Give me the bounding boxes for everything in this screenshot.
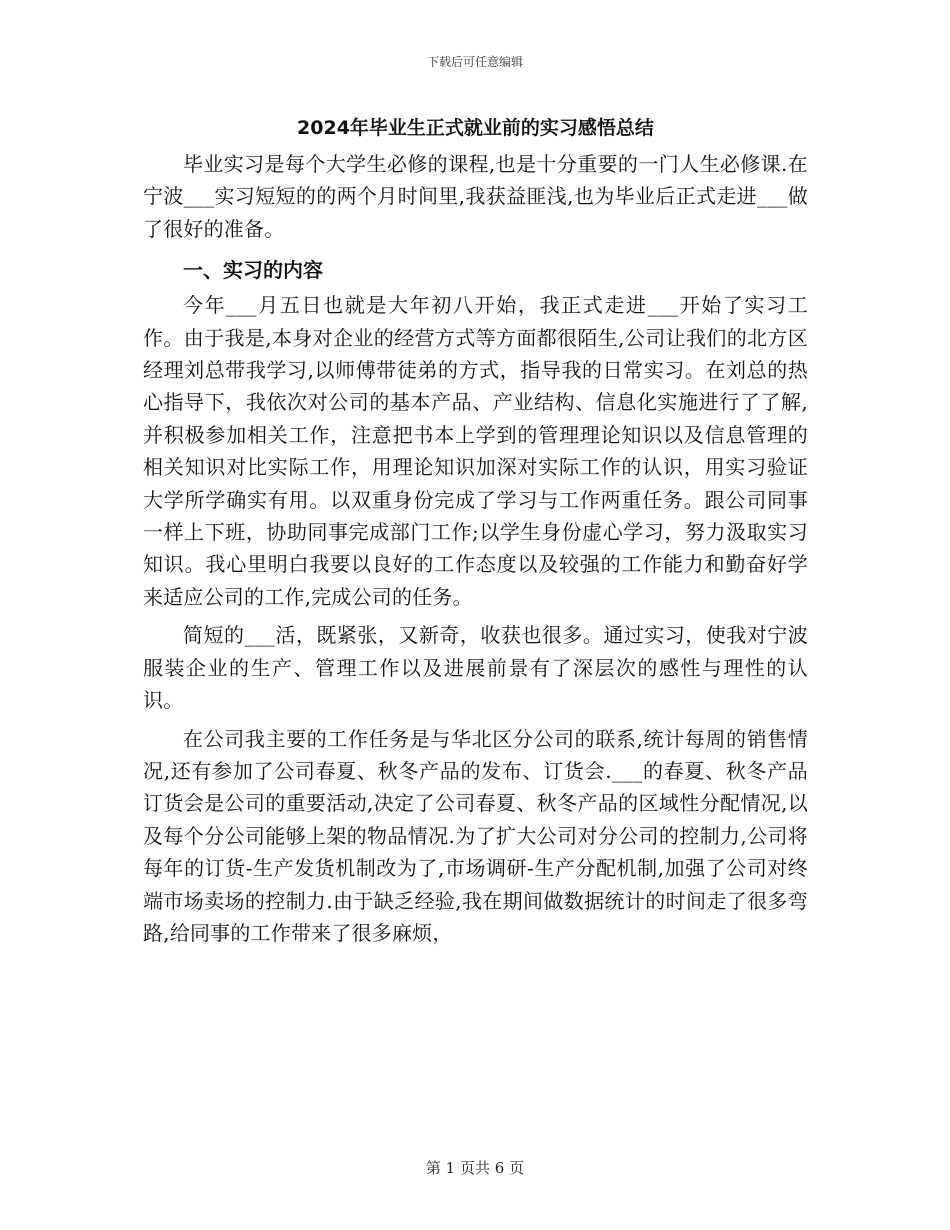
- document-title: 2024年毕业生正式就业前的实习感悟总结: [297, 117, 654, 139]
- body-paragraph: 简短的___活，既紧张，又新奇，收获也很多。通过实习，使我对宁波服装企业的生产、管理工作以及进展前景有了深层次的感性与理性的认识。: [143, 623, 808, 713]
- section-heading-internship-content: 一、实习的内容: [183, 258, 323, 283]
- document-body: [143, 112, 808, 949]
- intro-paragraph: 毕业实习是每个大学生必修的课程,也是十分重要的一门人生必修课.在宁波___实习短短的的两个月时间里,我获益匪浅,也为毕业后正式走进___做了很好的准备。: [143, 152, 808, 241]
- page-header-note: 下载后可任意编辑: [426, 55, 523, 69]
- body-paragraph: 在公司我主要的工作任务是与华北区分公司的联系,统计每周的销售情况,还有参加了公司春夏、秋冬产品的发布、订货会.___的春夏、秋冬产品订货会是公司的重要活动,决定了公司春夏、秋冬产品的区域性分配情况,以及每个分公司能够上架的物品情况.为了扩大公司对分公司的控制力,公司将每年的订货-生产发货机制改为了,市场调研-生产分配机制,加强了公司对终端市场卖场的控制力.由于缺乏经验,我在期间做数据统计的时间走了很多弯路,给同事的工作带来了很多麻烦，: [143, 726, 808, 945]
- page-number-indicator: 第 1 页共 6 页: [425, 1159, 525, 1177]
- body-paragraph: 今年___月五日也就是大年初八开始，我正式走进___开始了实习工作。由于我是,本身对企业的经营方式等方面都很陌生,公司让我们的北方区经理刘总带我学习,以师傅带徒弟的方式，指导我的日常实习。在刘总的热心指导下，我依次对公司的基本产品、产业结构、信息化实施进行了了解,并积极参加相关工作，注意把书本上学到的管理理论知识以及信息管理的相关知识对比实际工作，用理论知识加深对实际工作的认识，用实习验证大学所学确实有用。以双重身份完成了学习与工作两重任务。跟公司同事一样上下班，协助同事完成部门工作;以学生身份虚心学习，努力汲取实习知识。我心里明白我要以良好的工作态度以及较强的工作能力和勤奋好学来适应公司的工作,完成公司的任务。: [143, 293, 808, 609]
